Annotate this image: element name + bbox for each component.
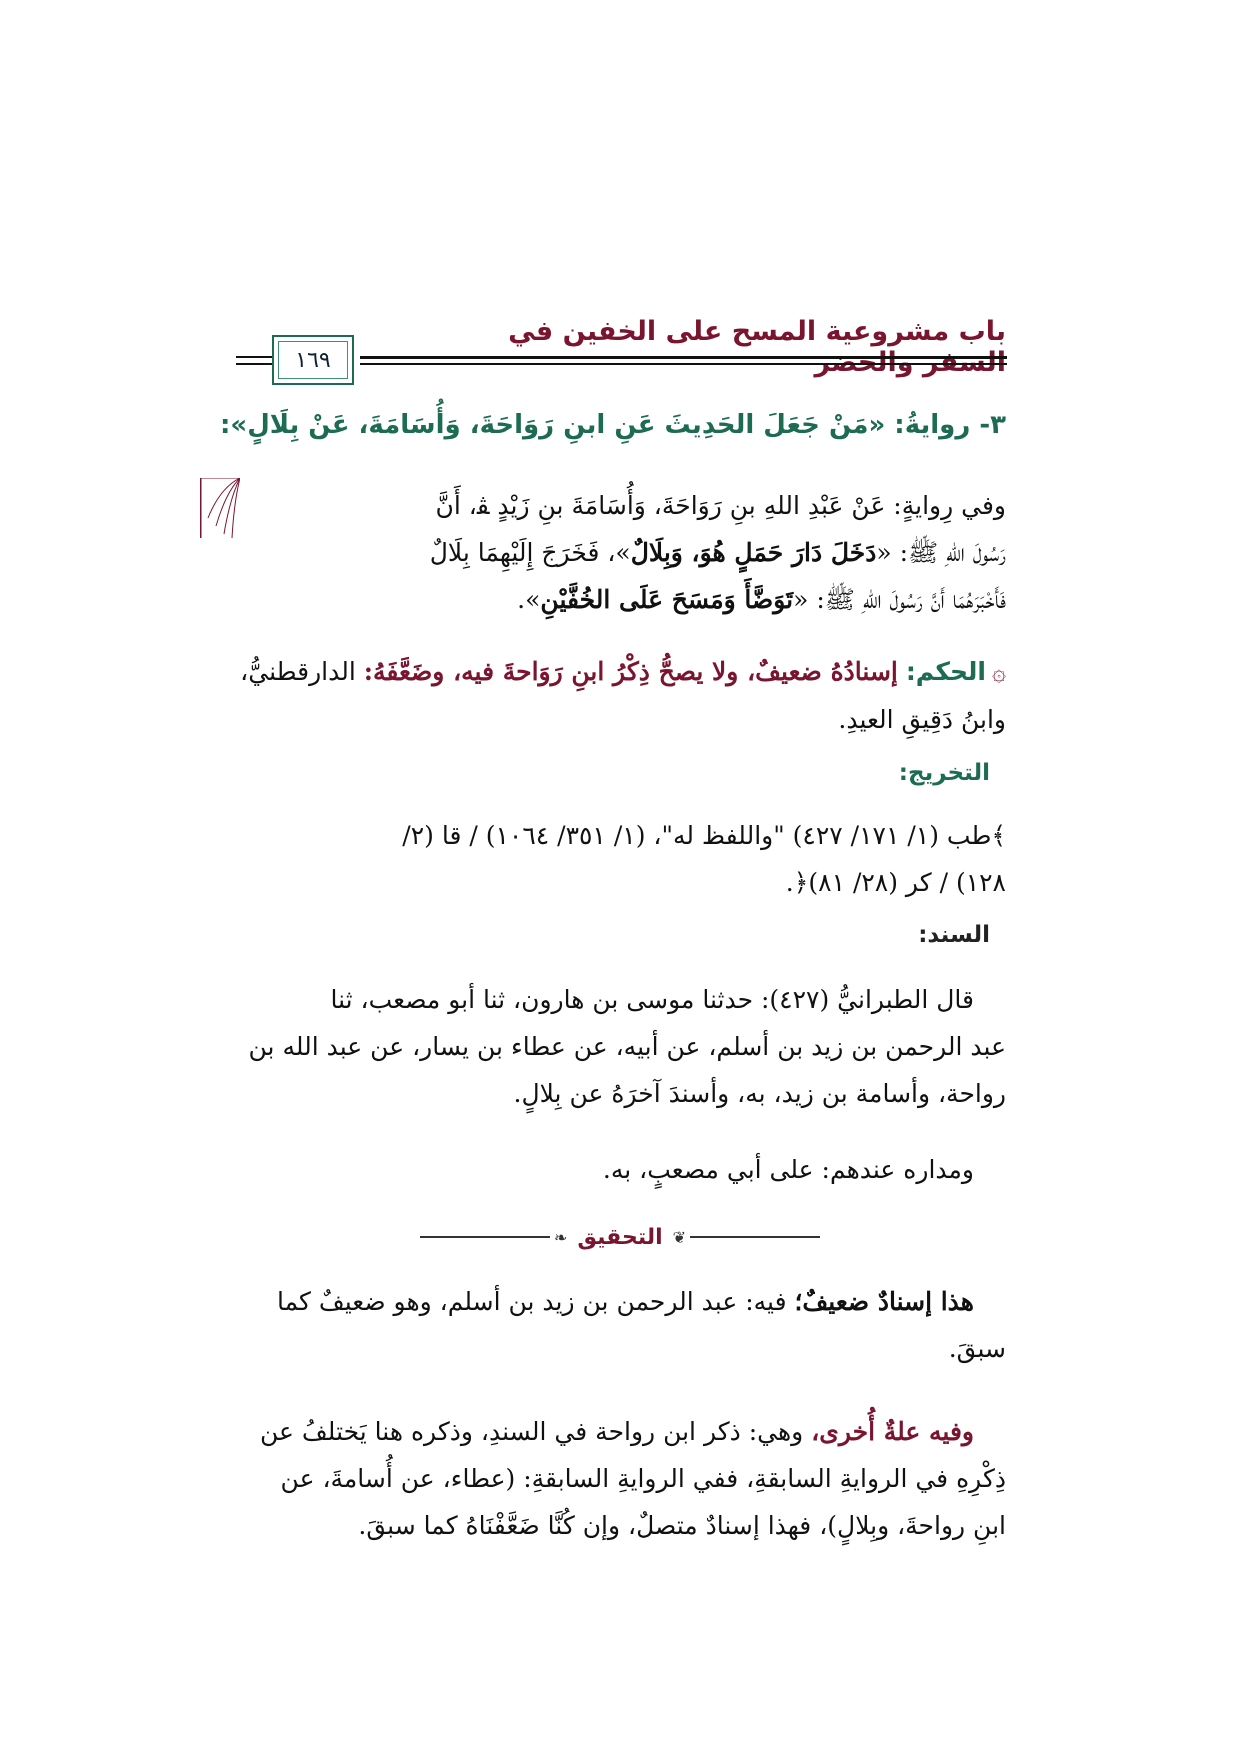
another-defect-label: وفيه علةٌ أُخرى، [811,1417,974,1446]
sanad-line-3: رواحة، وأسامة بن زيد، به، وأسندَ آخرَهُ عن بِلالٍ. [513,1079,1006,1108]
hadith-line-2: رَسُولَ اللهِ ﷺ: «دَخَلَ دَارَ حَمَلٍ هُوَ، وَبِلَالٌ»، فَخَرَجَ إِلَيْهِمَا بِلَالٌ [429,538,1006,567]
corner-ornament-icon [200,478,240,538]
divider-line-left [420,1236,550,1238]
header-rule-left-bottom [236,363,272,365]
page-number: ١٦٩ [295,347,331,373]
divider-ornament-icon: ❧ [553,1227,568,1247]
takhrij-line-2: ١٢٨) / كر (٢٨/ ٨١)﴿. [785,868,1006,897]
takhrij-text [236,812,1006,906]
tahqiq-paragraph-1: هذا إسنادٌ ضعيفٌ؛ فيه: عبد الرحمن بن زيد بن أسلم، وهو ضعيفٌ كما سبقَ. [276,1287,1006,1363]
ruling-line-1: ۞الحكم: إسنادُهُ ضعيفٌ، ولا يصحُّ ذِكْرُ ابنِ رَوَاحةَ فيه، وضَعَّفَهُ: الدارقطنيُّ، [240,657,1006,686]
sanad-line-4: ومداره عندهم: على أبي مصعبٍ، به. [602,1155,974,1184]
ruling-label: الحكم: [905,657,986,686]
divider-line-right [690,1236,820,1238]
tahqiq-verdict: هذا إسنادٌ ضعيفٌ؛ [794,1287,974,1316]
tahqiq-divider [420,1222,820,1252]
header-rule-top [360,356,1007,359]
hadith-quote-1: دَخَلَ دَارَ حَمَلٍ هُوَ، وَبِلَالٌ [630,538,877,567]
ruling-line-2: وابنُ دَقِيقِ العيدِ. [838,705,1006,734]
hadith-line-3: فَأَخْبَرَهُمَا أَنَّ رَسُولَ اللهِ ﷺ: «تَوَضَّأَ وَمَسَحَ عَلَى الخُفَّيْنِ». [517,585,1006,614]
hadith-line-1: وفي رِوايةٍ: عَنْ عَبْدِ اللهِ بنِ رَوَاحَةَ، وَأُسَامَةَ بنِ زَيْدٍ ﭭ، أَنَّ [435,491,1006,520]
page-number-badge [272,335,354,385]
sanad-heading: السند: [918,922,990,948]
ruling-text: إسنادُهُ ضعيفٌ، ولا يصحُّ ذِكْرُ ابنِ رَوَاحةَ فيه، وضَعَّفَهُ: [363,657,898,686]
hadith-text [236,482,1006,623]
sanad-text [236,976,1006,1117]
running-title: باب مشروعية المسح على الخفين في [508,316,1006,347]
sanad-line-2: عبد الرحمن بن زيد بن أسلم، عن أبيه، عن عطاء بن يسار، عن عبد الله بن [248,1032,1006,1061]
takhrij-line-1: ﴾طب (١/ ١٧١/ ٤٢٧) "واللفظ له"، (١/ ٣٥١/ ١٠٦٤) / قا (٢/ [402,821,1006,850]
hadith-quote-2: تَوَضَّأَ وَمَسَحَ عَلَى الخُفَّيْنِ [540,585,794,614]
section-title: ٣- روايةُ: «مَنْ جَعَلَ الحَدِيثَ عَنِ ابنِ رَوَاحَةَ، وَأُسَامَةَ، عَنْ بِلَالٍ»: [220,410,1006,440]
divider-ornament-icon: ❦ [672,1227,687,1247]
header-rule-left-top [236,356,272,358]
header-rule-bottom [360,363,1007,365]
sanad-line-1: قال الطبرانيُّ (٤٢٧): حدثنا موسى بن هارون، ثنا أبو مصعب، ثنا [330,985,974,1014]
ruling-star-icon: ۞ [991,658,1006,686]
tahqiq-heading: التحقيق [577,1224,663,1250]
takhrij-heading: التخريج: [898,760,990,786]
ruling-paragraph [236,648,1006,743]
tahqiq-paragraph-2: وفيه علةٌ أُخرى، وهي: ذكر ابن رواحة في السندِ، وذكره هنا يَختلفُ عن ذِكْرِهِ في الروايةِ السابقةِ، ففي الروايةِ السابقةِ: (عطاء، عن أُسامةَ، عن ابنِ رواحةَ، وبِلالٍ)، فهذا إسنادٌ متصلٌ، وإن كُنَّا ضَعَّفْنَاهُ كما سبقَ. [260,1417,1006,1540]
